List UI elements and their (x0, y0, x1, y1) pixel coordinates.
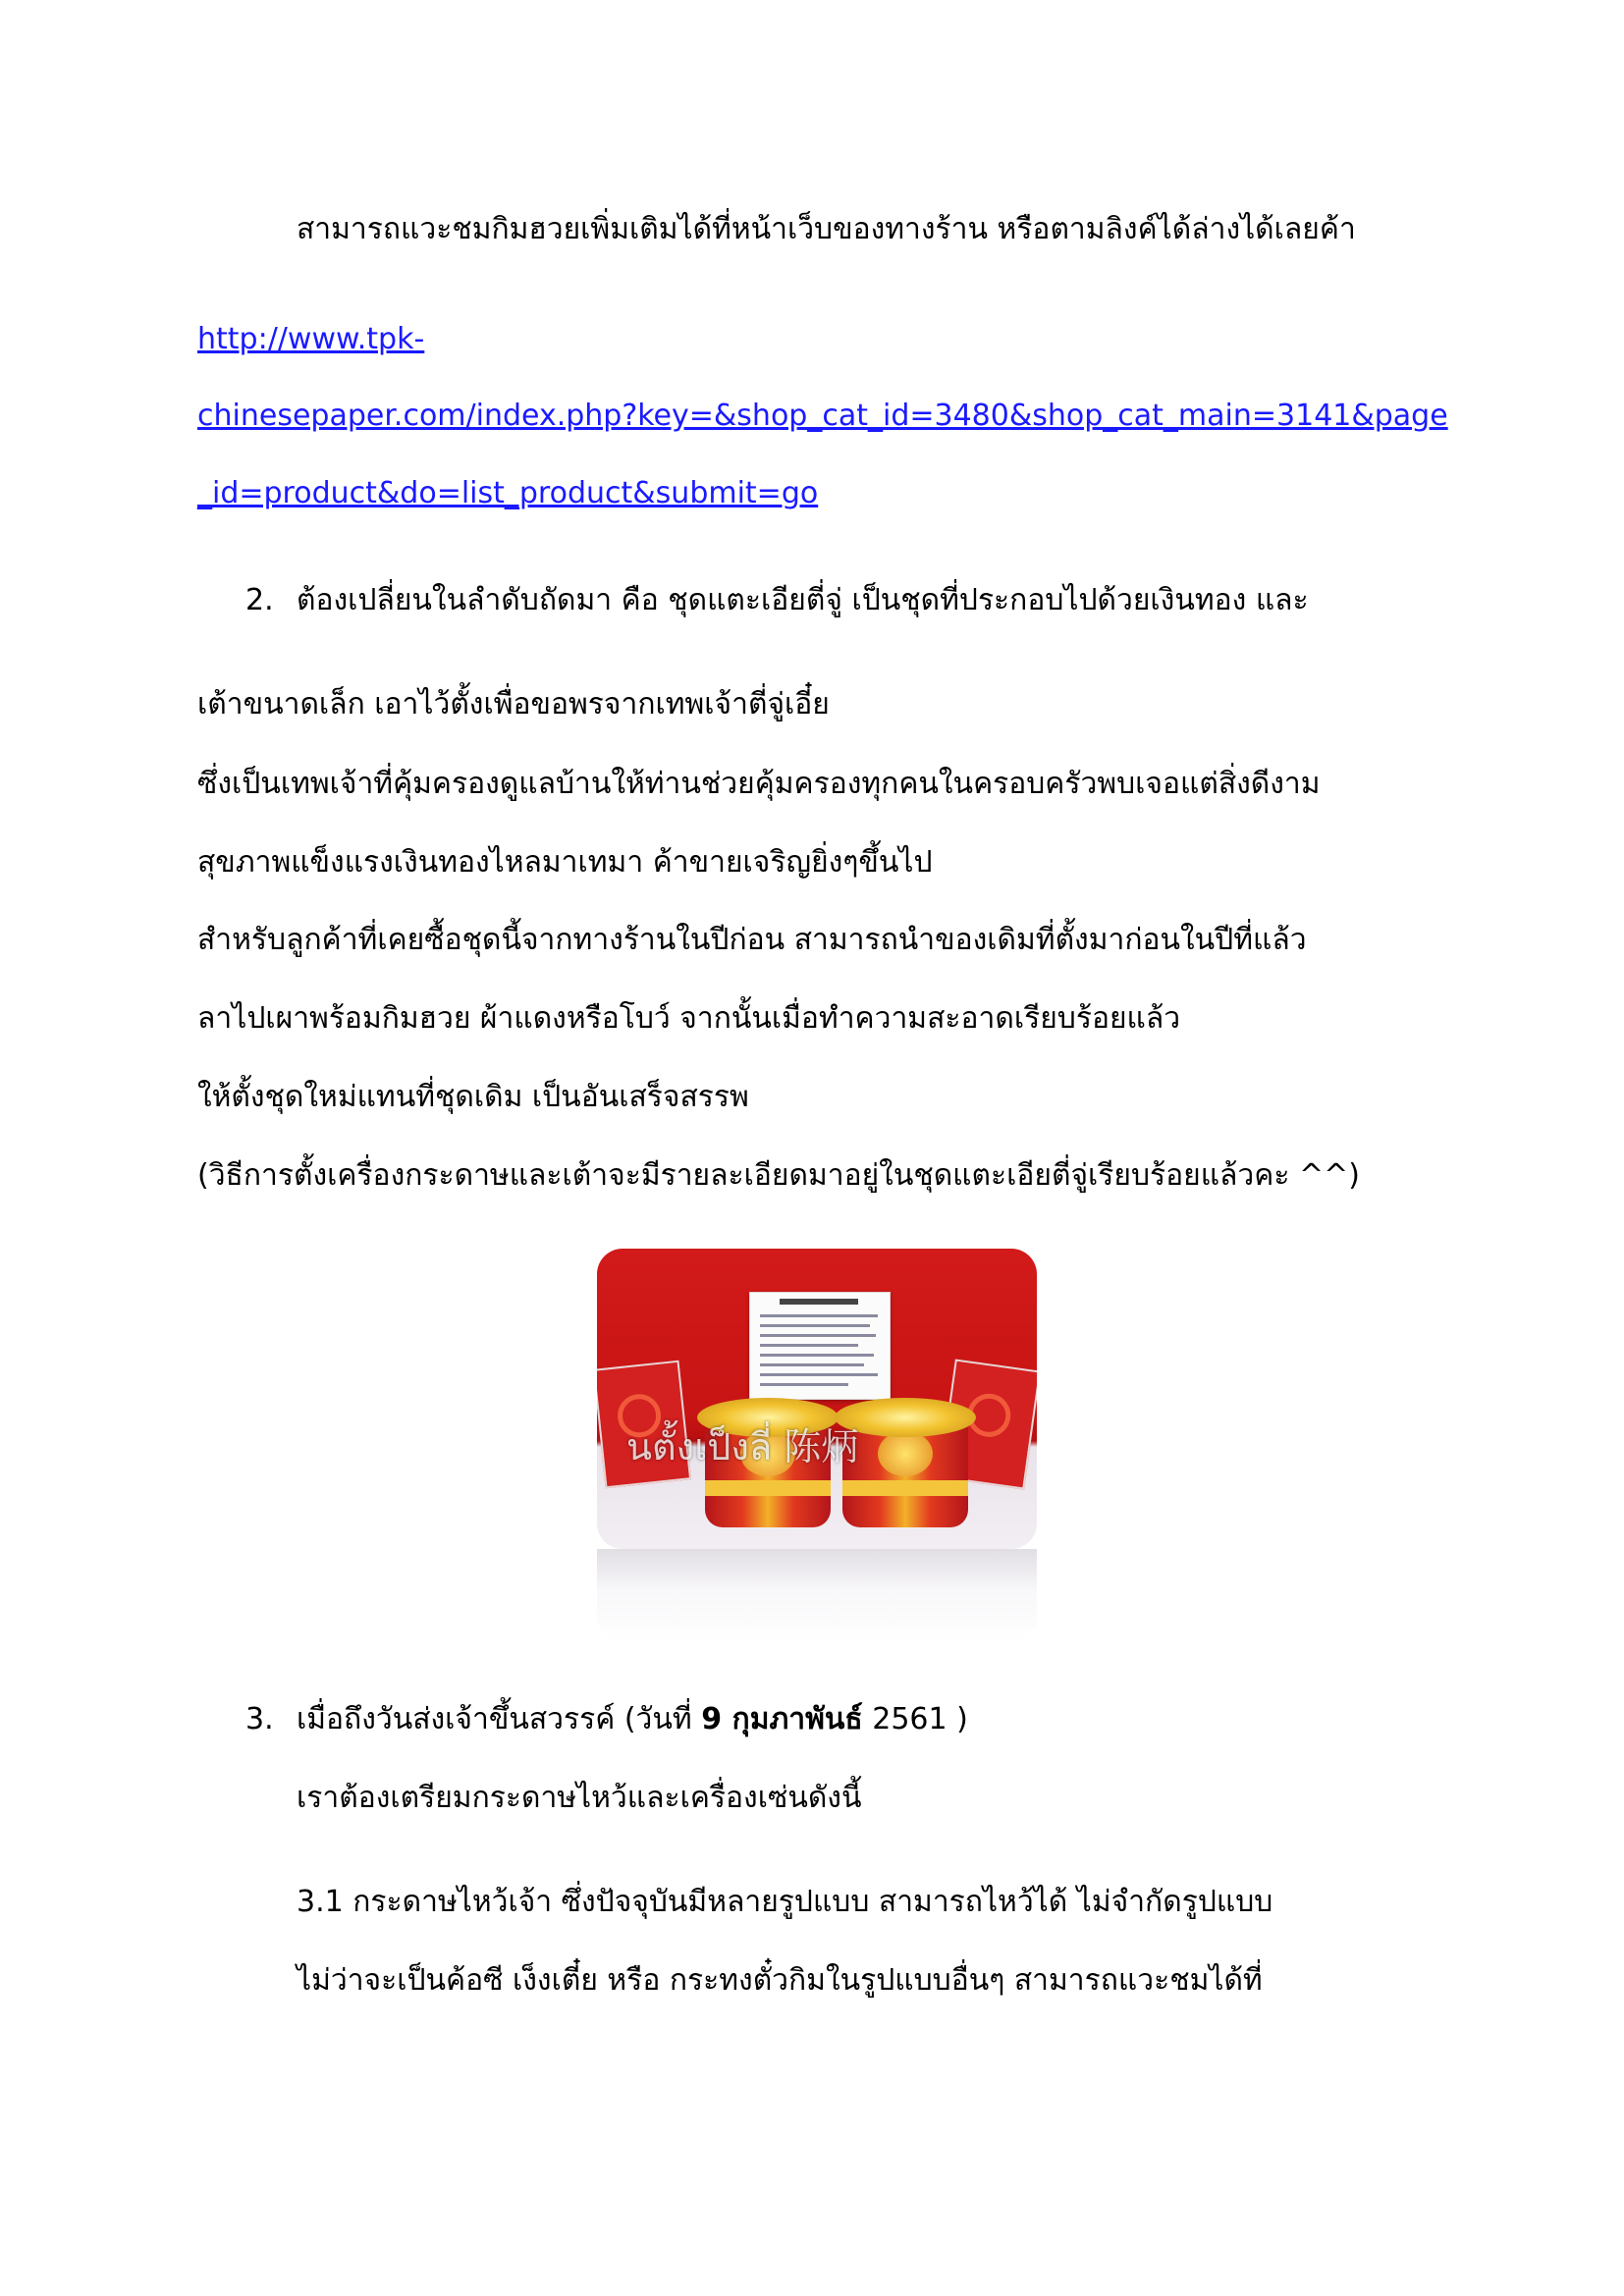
item-3-1-line-2: ไม่ว่าจะเป็นค้อซี เง็งเตี๋ย หรือ กระทงตั๋วกิมในรูปแบบอื่นๆ สามารถแวะชมได้ที่ (297, 1963, 1263, 1998)
incense-pot-right (842, 1398, 968, 1529)
intro-paragraph: สามารถแวะชมกิมฮวยเพิ่มเติมได้ที่หน้าเว็บของทางร้าน หรือตามลิงค์ได้ล่างได้เลยค้า (297, 212, 1356, 246)
section-2-line-5: สำหรับลูกค้าที่เคยซื้อชุดนี้จากทางร้านในปีก่อน สามารถนำของเดิมที่ตั้งมาก่อนในปีที่แล้ว (197, 923, 1307, 957)
section-3-title-prefix: เมื่อถึงวันส่งเจ้าขึ้นสวรรค์ (วันที่ (297, 1702, 702, 1736)
section-3-subtitle: เราต้องเตรียมกระดาษไหว้และเครื่องเซ่นดังนี้ (297, 1781, 862, 1815)
section-3-title-date: 9 กุมภาพันธ์ (701, 1702, 863, 1736)
shop-link-line-2[interactable]: chinesepaper.com/index.php?key=&shop_cat_id=3480&shop_cat_main=3141&page (197, 399, 1448, 433)
photo-watermark: นตั้งเป็งลี่ 陈炳 (626, 1425, 859, 1468)
section-2-line-4: สุขภาพแข็งแรงเงินทองไหลมาเทมา ค้าขายเจริญยิ่งๆขึ้นไป (197, 845, 933, 880)
shop-link-line-3[interactable]: _id=product&do=list_product&submit=go (197, 476, 819, 510)
section-2-line-7: ให้ตั้งชุดใหม่แทนที่ชุดเดิม เป็นอันเสร็จสรรพ (197, 1080, 749, 1114)
shop-link-line-1[interactable]: http://www.tpk- (197, 322, 425, 356)
product-photo (597, 1249, 1037, 1641)
section-3-title-suffix: 2561 ) (862, 1702, 968, 1736)
section-3-title (297, 1700, 968, 1739)
instruction-card (749, 1292, 891, 1400)
section-2-line-3: ซึ่งเป็นเทพเจ้าที่คุ้มครองดูแลบ้านให้ท่านช่วยคุ้มครองทุกคนในครอบครัวพบเจอแต่สิ่งดีงาม (197, 767, 1321, 801)
section-2-line-6: ลาไปเผาพร้อมกิมฮวย ผ้าแดงหรือโบว์ จากนั้นเมื่อทำความสะอาดเรียบร้อยแล้ว (197, 1001, 1181, 1036)
item-3-1-line-1: 3.1 กระดาษไหว้เจ้า ซึ่งปัจจุบันมีหลายรูปแบบ สามารถไหว้ได้ ไม่จำกัดรูปแบบ (297, 1885, 1273, 1919)
section-2-line-1: ต้องเปลี่ยนในลำดับถัดมา คือ ชุดแตะเอียตี่จู่ เป็นชุดที่ประกอบไปด้วยเงินทอง และ (297, 583, 1309, 617)
section-2-number: 2. (245, 583, 274, 617)
photo-reflection (597, 1549, 1037, 1641)
section-3-number: 3. (245, 1702, 274, 1736)
red-paper-packet-left (597, 1361, 691, 1489)
tae-ia-ti-ju-set-image (597, 1249, 1037, 1549)
section-2-line-2: เต้าขนาดเล็ก เอาไว้ตั้งเพื่อขอพรจากเทพเจ้าตี่จู่เอี๋ย (197, 687, 830, 721)
section-2-line-8: (วิธีการตั้งเครื่องกระดาษและเต้าจะมีรายละเอียดมาอยู่ในชุดแตะเอียตี่จู่เรียบร้อยแล้วคะ ^^) (197, 1158, 1360, 1193)
